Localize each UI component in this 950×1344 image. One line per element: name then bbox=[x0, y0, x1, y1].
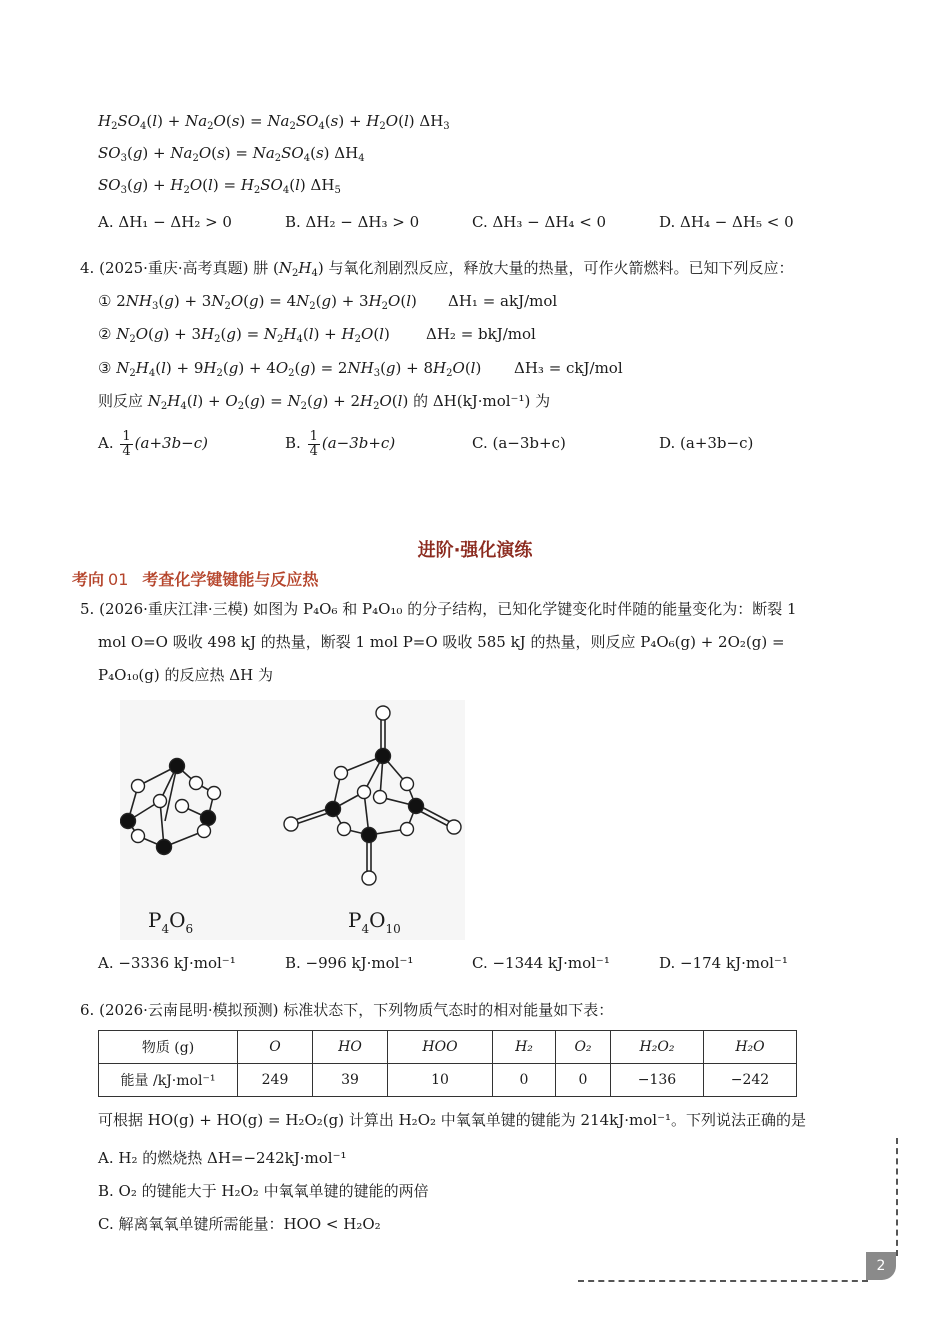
q6-option-c[interactable]: C. 解离氧氧单键所需能量：HOO < H₂O₂ bbox=[98, 1215, 381, 1233]
q4-text-b: ) 与氧化剂剧烈反应，释放大量的热量，可作火箭燃料。已知下列反应： bbox=[317, 259, 794, 277]
q4-reaction-3: ③ $N_2H_4(l) + 9H_2(g) + 4O_2(g) = 2NH_3(g) + 8H_2O(l)$ ΔH₃ = ckJ/mol bbox=[98, 359, 623, 379]
table-header-cell: HOO bbox=[388, 1031, 493, 1064]
q6-option-a[interactable]: A. H₂ 的燃烧热 ΔH=−242kJ·mol⁻¹ bbox=[98, 1149, 347, 1167]
q4-option-a[interactable] bbox=[98, 428, 208, 459]
q4-a-fraction: $\frac{1}{4}$ bbox=[122, 428, 131, 459]
q4-option-d[interactable]: D. (a+3b−c) bbox=[659, 434, 754, 452]
caption-p4o10: $P_4O_{10}$ bbox=[348, 908, 401, 936]
energy-table bbox=[98, 1030, 797, 1097]
equation-4: $SO_3(g) + Na_2O(s) = Na_2SO_4(s)$ $\Delta H_4$ bbox=[98, 144, 365, 164]
q4-number: 4. bbox=[80, 259, 95, 277]
q4-text-a: 肼 ( bbox=[248, 259, 279, 277]
table-cell: 能量 /kJ·mol⁻¹ bbox=[99, 1064, 238, 1097]
table-cell: 0 bbox=[493, 1064, 556, 1097]
q4-source: (2025·重庆·高考真题) bbox=[99, 259, 249, 277]
q6-stem bbox=[80, 1000, 613, 1020]
table-cell: 39 bbox=[313, 1064, 388, 1097]
q3-option-d[interactable]: D. ΔH₄ − ΔH₅ < 0 bbox=[659, 213, 794, 231]
q5-option-b[interactable]: B. −996 kJ·mol⁻¹ bbox=[285, 954, 414, 972]
q3-option-c[interactable]: C. ΔH₃ − ΔH₄ < 0 bbox=[472, 213, 607, 231]
eq5-dh: ΔH bbox=[310, 176, 335, 194]
q3-option-a[interactable]: A. ΔH₁ − ΔH₂ > 0 bbox=[98, 213, 232, 231]
q5-option-d[interactable]: D. −174 kJ·mol⁻¹ bbox=[659, 954, 788, 972]
q5-source: (2026·重庆江津·三模) bbox=[99, 600, 249, 618]
q4-b-fraction: $\frac{1}{4}$ bbox=[309, 428, 318, 459]
q5-option-a[interactable]: A. −3336 kJ·mol⁻¹ bbox=[98, 954, 236, 972]
q6-option-b[interactable]: B. O₂ 的键能大于 H₂O₂ 中氧氧单键的键能的两倍 bbox=[98, 1182, 429, 1200]
table-header-row bbox=[99, 1031, 797, 1064]
table-cell: 249 bbox=[238, 1064, 313, 1097]
r3-mark: ③ bbox=[98, 359, 112, 377]
table-header-cell: H₂ bbox=[493, 1031, 556, 1064]
q5-option-c[interactable]: C. −1344 kJ·mol⁻¹ bbox=[472, 954, 610, 972]
eq4-dh-index: 4 bbox=[358, 153, 365, 164]
topic-code: 01 bbox=[108, 570, 129, 589]
equation-3: $H_2SO_4(l) + Na_2O(s) = Na_2SO_4(s) + H_2O(l)$ $\Delta H_3$ bbox=[98, 112, 450, 132]
q5-text-1: 如图为 P₄O₆ 和 P₄O₁₀ 的分子结构，已知化学键变化时伴随的能量变化为：断裂 1 bbox=[248, 600, 797, 618]
eq3-dh-index: 3 bbox=[443, 121, 450, 132]
page-corner-dashed-horizontal bbox=[578, 1280, 868, 1282]
table-row bbox=[99, 1064, 797, 1097]
page-number: 2 bbox=[866, 1252, 896, 1280]
q4-b-label: B. bbox=[285, 434, 301, 452]
equation-5: $SO_3(g) + H_2O(l) = H_2SO_4(l)$ $\Delta H_5$ bbox=[98, 176, 341, 196]
section-title: 进阶·强化演练 bbox=[417, 540, 533, 561]
q4-ask: 则反应 $N_2H_4(l) + O_2(g) = N_2(g) + 2H_2O(l)$ 的 ΔH(kJ·mol⁻¹) 为 bbox=[98, 392, 551, 412]
q5-line-2: mol O=O 吸收 498 kJ 的热量，断裂 1 mol P=O 吸收 585 kJ 的热量，则反应 P₄O₆(g) + 2O₂(g) = bbox=[98, 633, 785, 651]
q4-ask-prefix: 则反应 bbox=[98, 392, 148, 410]
r3-dh: ΔH₃ = ckJ/mol bbox=[514, 359, 623, 377]
r1-dh: ΔH₁ = akJ/mol bbox=[448, 292, 558, 310]
q6-number: 6. bbox=[80, 1001, 95, 1019]
q4-b-expr: (a−3b+c) bbox=[321, 434, 396, 452]
table-header-cell: 物质 (g) bbox=[99, 1031, 238, 1064]
eq3-dh: ΔH bbox=[419, 112, 444, 130]
table-cell: −136 bbox=[611, 1064, 704, 1097]
q4-option-c[interactable]: C. (a−3b+c) bbox=[472, 434, 566, 452]
q6-after-table: 可根据 HO(g) + HO(g) = H₂O₂(g) 计算出 H₂O₂ 中氧氧单键的键能为 214kJ·mol⁻¹。下列说法正确的是 bbox=[98, 1111, 807, 1129]
r2-dh: ΔH₂ = bkJ/mol bbox=[426, 325, 536, 343]
q4-ask-suffix: 的 ΔH(kJ·mol⁻¹) 为 bbox=[408, 392, 551, 410]
r1-mark: ① bbox=[98, 292, 112, 310]
q4-stem: 4. (2025·重庆·高考真题) 肼 $(N_2H_4)$ 与氧化剂剧烈反应，释放大量的热量，可作火箭燃料。已知下列反应： bbox=[80, 259, 794, 279]
q6-intro: 标准状态下，下列物质气态时的相对能量如下表： bbox=[278, 1001, 614, 1019]
table-header-cell: O bbox=[238, 1031, 313, 1064]
table-header-cell: H₂O₂ bbox=[611, 1031, 704, 1064]
q4-reaction-1: ① $2NH_3(g) + 3N_2O(g) = 4N_2(g) + 3H_2O(l)$ ΔH₁ = akJ/mol bbox=[98, 292, 558, 312]
q4-option-b[interactable] bbox=[285, 428, 395, 459]
q4-reaction-2: ② $N_2O(g) + 3H_2(g) = N_2H_4(l) + H_2O(l)$ ΔH₂ = bkJ/mol bbox=[98, 325, 536, 345]
eq5-dh-index: 5 bbox=[334, 185, 341, 196]
molecule-figure bbox=[120, 700, 465, 940]
table-cell: 0 bbox=[556, 1064, 611, 1097]
q5-line-1 bbox=[80, 599, 797, 619]
topic-label: 考向 bbox=[72, 570, 105, 589]
eq4-dh: ΔH bbox=[334, 144, 359, 162]
q4-a-expr: (a+3b−c) bbox=[134, 434, 209, 452]
table-cell: 10 bbox=[388, 1064, 493, 1097]
q4-a-label: A. bbox=[98, 434, 114, 452]
topic-title: 考查化学键键能与反应热 bbox=[142, 570, 319, 589]
r2-mark: ② bbox=[98, 325, 112, 343]
table-header-cell: O₂ bbox=[556, 1031, 611, 1064]
caption-p4o6: $P_4O_6$ bbox=[148, 908, 194, 936]
table-header-cell: HO bbox=[313, 1031, 388, 1064]
q3-option-b[interactable]: B. ΔH₂ − ΔH₃ > 0 bbox=[285, 213, 420, 231]
topic-heading bbox=[72, 567, 318, 590]
q6-source: (2026·云南昆明·模拟预测) bbox=[99, 1001, 279, 1019]
page-corner-dashed-vertical bbox=[896, 1138, 898, 1256]
q5-line-3: P₄O₁₀(g) 的反应热 ΔH 为 bbox=[98, 666, 273, 684]
table-cell: −242 bbox=[704, 1064, 797, 1097]
table-header-cell: H₂O bbox=[704, 1031, 797, 1064]
q5-number: 5. bbox=[80, 600, 95, 618]
